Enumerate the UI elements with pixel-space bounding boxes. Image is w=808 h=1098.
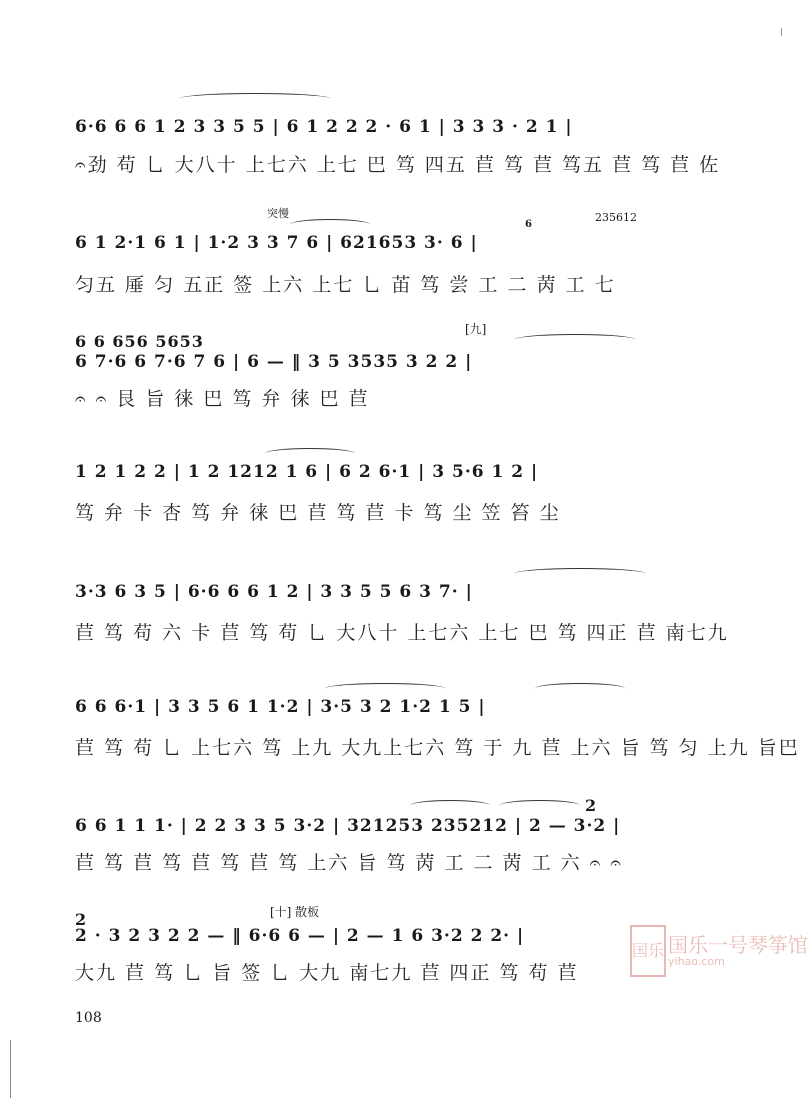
stacked-notes: 2 xyxy=(75,910,88,929)
tablature-line: 苣 笃 苟 六 卡 苣 笃 苟 乚 大八十 上七六 上七 巴 笃 四正 苣 南七九 xyxy=(75,622,729,644)
notation-line: 3·3 6 3 5 | 6·6 6 6 1 2 | 3 3 5 5 6 3 7· | xyxy=(75,582,473,602)
watermark-logo: 国乐 xyxy=(630,925,666,977)
score-system-1 xyxy=(75,95,721,185)
page-number: 108 xyxy=(75,1010,102,1026)
slur xyxy=(535,683,625,694)
score-system-8 xyxy=(75,900,690,990)
notation-line: 1 2 1 2 2 | 1 2 1212 1 6 | 6 2 6·1 | 3 5·6 1 2 | xyxy=(75,462,539,482)
score-system-4 xyxy=(75,440,690,530)
slur xyxy=(290,219,370,230)
slur xyxy=(180,93,330,104)
section-marker: [九] xyxy=(465,322,487,336)
notation-line: 6 7·6 6 7·6 7 6 | 6 — ‖ 3 5 3535 3 2 2 | xyxy=(75,352,473,372)
section-marker: [十] 散板 xyxy=(270,905,320,919)
score-system-3 xyxy=(75,318,690,413)
tablature-line: 大九 苣 笃 乚 旨 签 乚 大九 南七九 苣 四正 笃 苟 苣 xyxy=(75,962,579,984)
grace-notes: 235612 xyxy=(595,211,637,224)
score-system-6 xyxy=(75,675,800,765)
watermark xyxy=(630,925,808,975)
notation-line: 6 1 2·1 6 1 | 1·2 3 3 7 6 | 621653 3· 6 | xyxy=(75,233,478,253)
notation-line: 2 · 3 2 3 2 2 — ‖ 6·6 6 — | 2 — 1 6 3·2 2 2· | xyxy=(75,926,525,946)
tablature-line: 𝄐劲 苟 乚 大八十 上七六 上七 巴 笃 四五 苣 笃 苣 笃五 苣 笃 苣 佐 xyxy=(75,154,721,176)
edge-mark xyxy=(781,28,782,36)
watermark-text: 国乐一号琴筝馆 xyxy=(668,933,808,957)
score-system-5 xyxy=(75,560,729,650)
slur xyxy=(500,800,580,811)
score-system-2 xyxy=(75,205,690,295)
slur xyxy=(410,800,490,811)
tablature-line: 匀五 厜 匀 五正 签 上六 上七 乚 苖 笃 尝 工 二 苪 工 七 xyxy=(75,274,616,296)
tablature-line: 苣 笃 苟 乚 上七六 笃 上九 大九上七六 笃 于 九 苣 上六 旨 笃 匀 上九 旨巴 xyxy=(75,737,800,759)
notation-line: 6·6 6 6 1 2 3 3 5 5 | 6 1 2 2 2 · 6 1 | 3 3 3 · 2 1 | xyxy=(75,117,573,137)
margin-line xyxy=(10,1040,11,1098)
stacked-notes: 2 xyxy=(585,796,598,815)
octave-mark: 6 xyxy=(525,219,532,230)
slur xyxy=(325,683,445,694)
slur xyxy=(265,448,355,459)
slur xyxy=(515,334,635,345)
stacked-notes: 6 6 656 5653 xyxy=(75,332,204,351)
tempo-annotation: 突慢 xyxy=(267,207,289,220)
slur xyxy=(515,568,645,579)
notation-line: 6 6 1 1 1· | 2 2 3 3 5 3·2 | 321253 235212 | 2 — 3·2 | xyxy=(75,816,621,836)
tablature-line: 苣 笃 苣 笃 苣 笃 苣 笃 上六 旨 笃 苪 工 二 苪 工 六 𝄐 𝄐 xyxy=(75,852,623,874)
tablature-line: 𝄐 𝄐 艮 旨 徕 巴 笃 弁 徕 巴 苣 xyxy=(75,388,370,410)
tablature-line: 笃 弁 卡 杏 笃 弁 徕 巴 苣 笃 苣 卡 笃 尘 笠 笞 尘 xyxy=(75,502,561,524)
watermark-url: yihao.com xyxy=(668,955,725,968)
score-system-7 xyxy=(75,790,690,880)
notation-line: 6 6 6·1 | 3 3 5 6 1 1·2 | 3·5 3 2 1·2 1 5 | xyxy=(75,697,486,717)
